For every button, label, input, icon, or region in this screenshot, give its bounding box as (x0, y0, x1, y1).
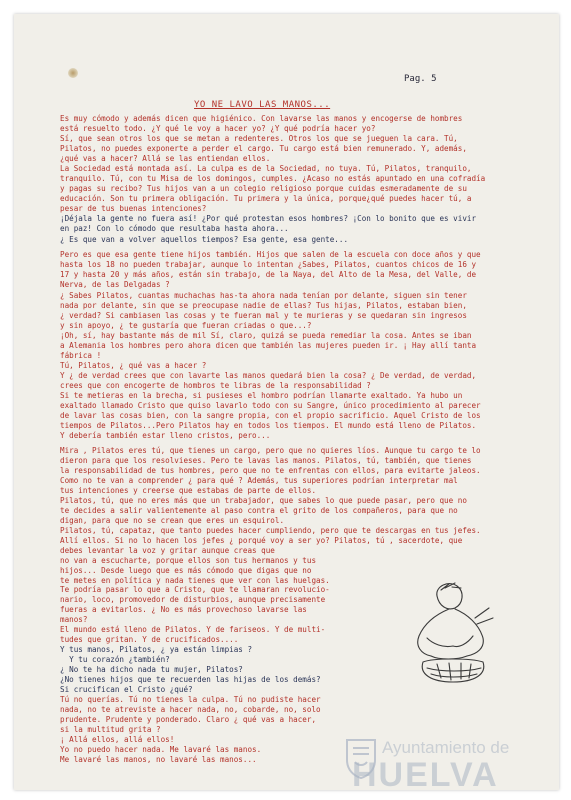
paragraph: Te podría pasar lo que a Cristo, que te llamaran revolucio- nario, loco, promovedor de disturbios, aunque precisamente fueras a evitarlos. ¿ No es más provechoso lavarse las manos? (60, 585, 330, 624)
paragraph: Pilatos, tú, que no eres más que un trabajador, que sabes lo que puede pasar, pero que no te decides a salir valientemente al paso contra el grito de los compañeros, para que no digan, para que no se crean que eres un esquirol. (60, 496, 467, 525)
paragraph: Tú no querías. Tú no tienes la culpa. Tú no pudiste hacer nada, no te atreviste a hacer nada, no, cobarde, no, solo prudente. Prudente y ponderado. Claro ¿ qué vas a hacer, si la multitud grita ? (60, 695, 321, 734)
paragraph: ¿ Sabes Pilatos, cuantas muchachas has-ta ahora nada tenían por delante, siguen sin tener nada por delante, sin que se preocupase nadie de ellas? Tus hijas, Pilatos, estaban bien, ¿ verdad? Si cambiasen las cosas y te fueran mal y te murieras y se quedaran sin ingresos y sin apoyo, ¿ te gustaría que fueran criadas o que...? (60, 291, 467, 330)
paragraph: Si te metieras en la brecha, si pusieses el hombro podrían llamarte exaltado. Ya hubo un exaltado llamado Cristo que quiso lavarlo todo con su Sangre, único procedimiento al parecer de lavar las cosas bien, con la sangre propia, con el propio sacrificio. Aquel Cristo de los tiempos de Pilatos...Pero Pilatos hay en todos los tiempos. El mundo está lleno de Pilatos. Y debería también estar lleno cristos, pero... (60, 391, 481, 440)
paragraph: Y tus manos, Pilatos, ¿ ya están limpias ? Y tu corazón ¿también? ¿ No te ha dicho nada tu mujer, Pilatos? (60, 645, 253, 674)
paragraph: ¡Déjala la gente no fuera así! ¿Por qué protestan esos hombres? ¡Con lo bonito que es vivir en paz! Con lo cómodo que resultaba hasta ahora... (60, 214, 477, 233)
paragraph: Es muy cómodo y además dicen que higiénico. Con lavarse las manos y encogerse de hombres está resuelto todo. ¿Y qué le voy a hacer yo? ¿Y qué podría hacer yo? Sí, que sean otros los que se metan a redenteres. Otros los que se jueguen la cara. Tú, Pilatos, no puedes exponerte a perder el cargo. Tu cargo está bien remunerado. Y, además, ¿qué vas a hacer? Allá se las entiendan ellos. (60, 114, 467, 163)
paragraph: Pilatos, tú, capataz, que tanto puedes hacer cumpliendo, pero que te descargas en tus jefes. Allí ellos. Si no lo hacen los jefes ¿ porqué voy a ser yo? Pilatos, tú , sacerdote, que debes levantar la voz y gritar aunque creas que no van a escucharte, porque ellos son tus hermanos y tus hijos... Desde luego que es más cómodo que digas que no te metes en política y nada tienes que ver con las huelgas. (60, 526, 481, 585)
paragraph: Tú, Pilatos, ¿ qué vas a hacer ? (60, 361, 207, 370)
watermark-line2: HUELVA (352, 756, 499, 790)
paragraph: El mundo está lleno de Pilatos. Y de fariseos. Y de multi- tudes que gritan. Y de crucificados.... (60, 625, 326, 644)
paragraph: Pero es que esa gente tiene hijos también. Hijos que salen de la escuela con doce años y que hasta los 18 no pueden trabajar, aunque lo intentan ¿Sabes, Pilatos, cuantos chicos de 16 y 17 y hasta 20 y más años, están sin trabajo, de la Naya, del Alto de la Mesa, del Valle, de Nerva, de las Delgadas ? (60, 250, 481, 289)
rust-stain (68, 68, 78, 78)
document-sheet (14, 14, 559, 790)
paragraph: La Sociedad está montada así. La culpa es de la Sociedad, no tuya. Tú, Pilatos, tranquilo, tranquilo. Tú, con tu Misa de los domingos, cumples. ¿Acaso no estás apuntado en una cofradía y pagas su recibo? Tus hijos van a un colegio religioso porque cuidas esmeradamente de su educación. Son tu primera obligación. Tu primera y la única, porque¿qué puedes hacer tú, a pesar de tus buenas intenciones? (60, 164, 486, 213)
page-number: Pag. 5 (404, 74, 437, 84)
pilate-washing-hands-sketch (397, 578, 507, 690)
paragraph: Mira , Pilatos eres tú, que tienes un cargo, pero que no quieres líos. Aunque tu cargo te lo dieron para que los resolvieses. Pero te lavas las manos. Pilatos, tú, también, que tienes la responsabilidad de tus hombres, pero que no te enfrentas con ellos, para evitarte jaleos. Como no te van a comprender ¿ para qué ? Además, tus superiores podrían interpretar mal tus intenciones y creerse que estabas de parte de ellos. (60, 446, 481, 495)
document-title: YO NE LAVO LAS MANOS... (194, 100, 331, 110)
paragraph: Y ¿ de verdad crees que con lavarte las manos quedará bien la cosa? ¿ De verdad, de verdad, crees que con encogerte de hombros te libras de la responsabilidad ? (60, 371, 477, 390)
paragraph: ¿ Es que van a volver aquellos tiempos? Esa gente, esa gente... (60, 235, 349, 244)
paragraph: ¿No tienes hijos que te recuerden las hijas de los demás? Si crucifican el Cristo ¿qué? (60, 675, 321, 694)
watermark-line1: Ayuntamiento de (382, 738, 510, 757)
paragraph: ¡ Allá ellos, allá ellos! Yo no puedo hacer nada. Me lavaré las manos. Me lavaré las manos, no lavaré las manos... (60, 735, 262, 764)
paragraph: ¡Oh, sí, hay bastante más de mil Sí, claro, quizá se pueda remediar la cosa. Antes se iban a Alemania los hombres pero ahora dicen que también las mujeres pueden ir. ¡ Hay allí tanta fábrica ! (60, 331, 477, 360)
